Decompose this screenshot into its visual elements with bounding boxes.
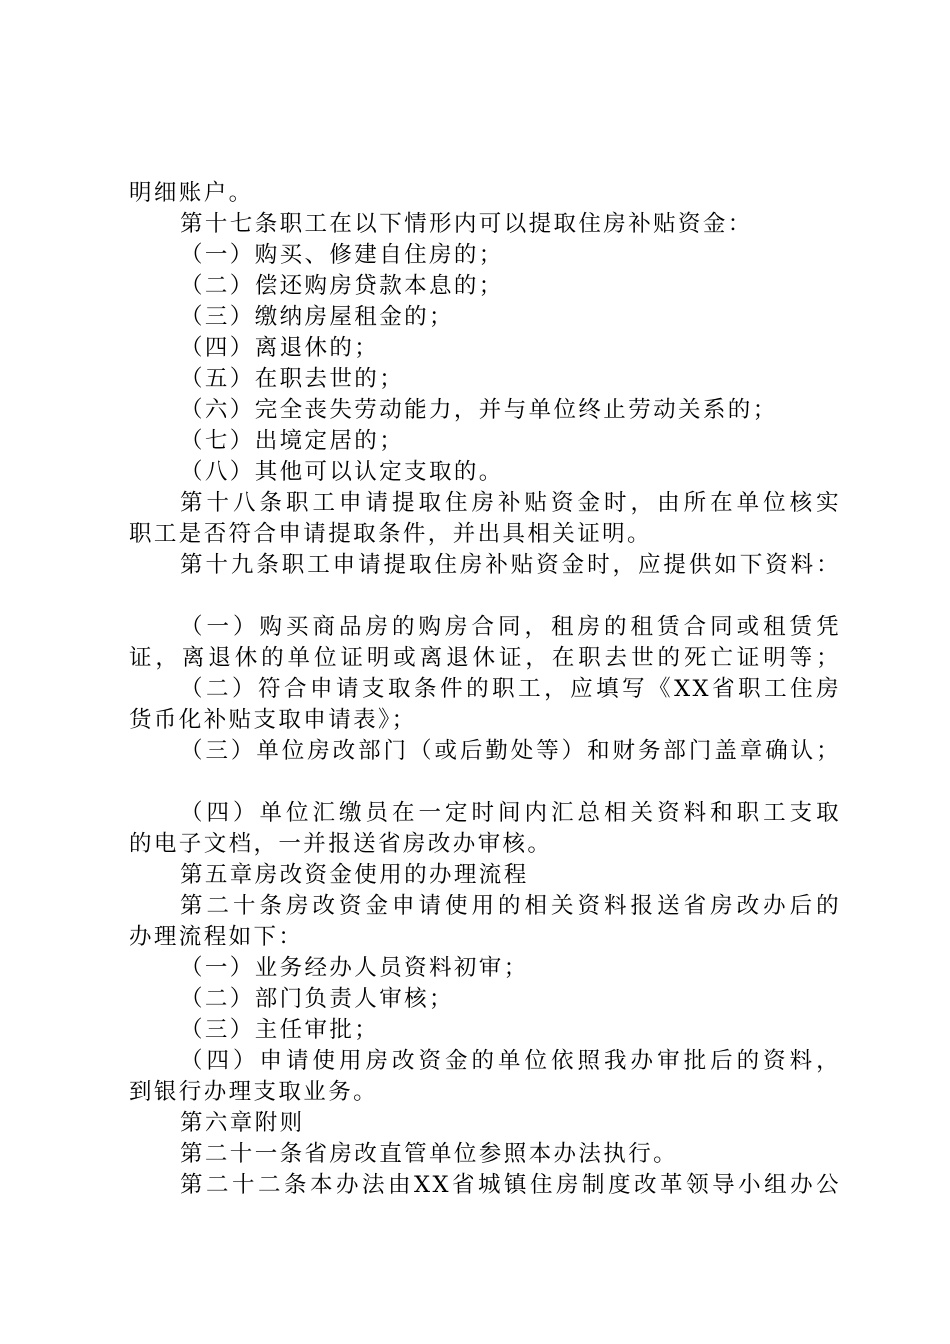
text-line: 货币化补贴支取申请表》； xyxy=(129,707,417,733)
text-line: 第十八条职工申请提取住房补贴资金时，由所在单位核实 xyxy=(180,490,841,516)
text-line: （一）购买、修建自住房的； xyxy=(180,242,504,268)
text-line: 职工是否符合申请提取条件，并出具相关证明。 xyxy=(129,521,652,547)
text-line: （五）在职去世的； xyxy=(180,366,405,392)
text-line: （三）主任审批； xyxy=(180,1017,380,1043)
text-line: （一）购买商品房的购房合同，租房的租赁合同或租赁凭 xyxy=(180,614,841,640)
text-line: 明细账户。 xyxy=(129,180,254,206)
text-line: （七）出境定居的； xyxy=(180,428,405,454)
text-line: 第十九条职工申请提取住房补贴资金时，应提供如下资料： xyxy=(180,552,841,578)
text-line: （三）缴纳房屋租金的； xyxy=(180,304,454,330)
text-line: 的电子文档，一并报送省房改办审核。 xyxy=(129,831,553,857)
text-line: （三）单位房改部门（或后勤处等）和财务部门盖章确认； xyxy=(180,738,841,764)
text-line: （一）业务经办人员资料初审； xyxy=(180,955,529,981)
text-line: 第五章房改资金使用的办理流程 xyxy=(180,862,529,888)
text-line: （八）其他可以认定支取的。 xyxy=(180,459,504,485)
document-body xyxy=(129,178,841,1201)
text-line: 第十七条职工在以下情形内可以提取住房补贴资金： xyxy=(180,211,753,237)
text-line: （四）申请使用房改资金的单位依照我办审批后的资料， xyxy=(180,1048,841,1074)
text-line: 第六章附则 xyxy=(180,1110,305,1136)
text-line: （二）部门负责人审核； xyxy=(180,986,454,1012)
text-line: 第二十二条本办法由XX省城镇住房制度改革领导小组办公 xyxy=(180,1172,841,1198)
text-line: （二）偿还购房贷款本息的； xyxy=(180,273,504,299)
text-line: 到银行办理支取业务。 xyxy=(129,1079,379,1105)
blank-line xyxy=(129,581,841,612)
text-line: 办理流程如下： xyxy=(129,924,304,950)
text-line: （四）单位汇缴员在一定时间内汇总相关资料和职工支取 xyxy=(180,800,841,826)
text-line: 第二十条房改资金申请使用的相关资料报送省房改办后的 xyxy=(180,893,841,919)
text-line: （六）完全丧失劳动能力，并与单位终止劳动关系的； xyxy=(180,397,778,423)
blank-line xyxy=(129,767,841,798)
text-line: 证，离退休的单位证明或离退休证，在职去世的死亡证明等； xyxy=(129,645,841,671)
text-line: （二）符合申请支取条件的职工，应填写《XX省职工住房 xyxy=(180,676,841,702)
text-line: （四）离退休的； xyxy=(180,335,380,361)
text-line: 第二十一条省房改直管单位参照本办法执行。 xyxy=(180,1141,679,1167)
